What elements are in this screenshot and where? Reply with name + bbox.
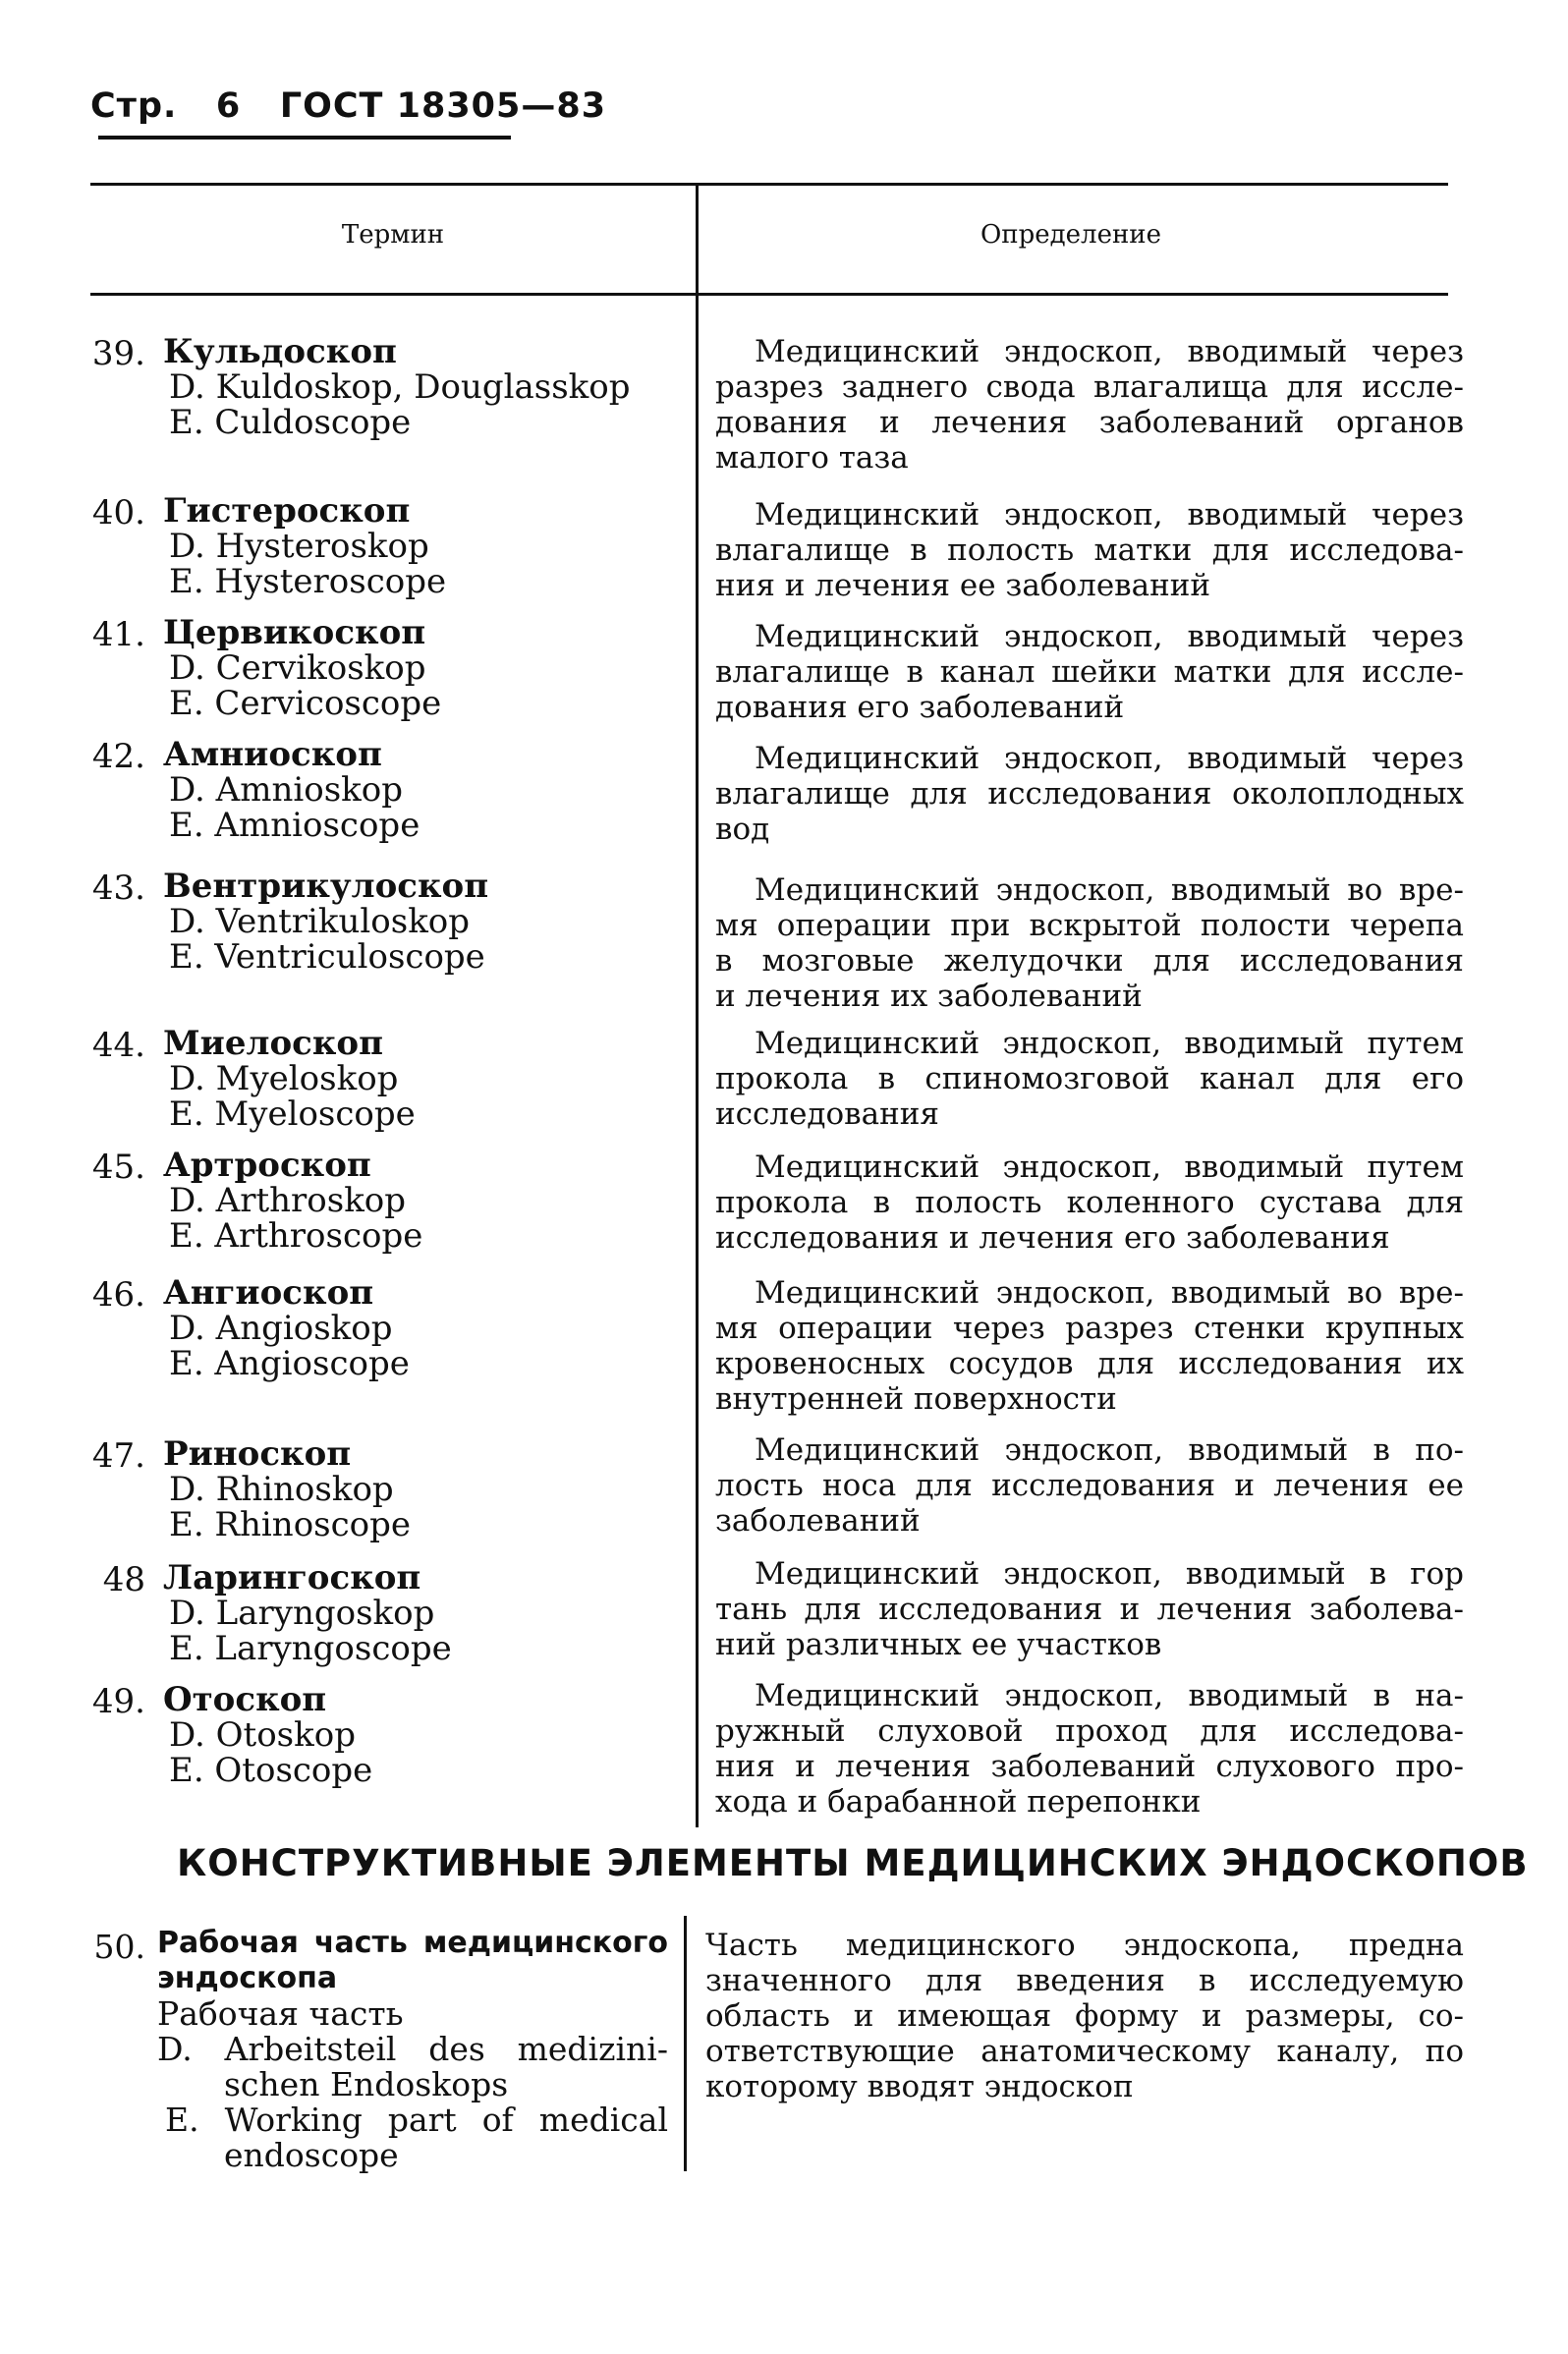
entry-term xyxy=(163,334,631,440)
term-en: E. Cervicoscope xyxy=(169,684,442,723)
definition-line: Медицинский эндоскоп, вводимый во вре- xyxy=(755,872,1464,908)
column-divider xyxy=(696,185,699,1827)
definition-line: Медицинский эндоскоп, вводимый в по- xyxy=(755,1432,1464,1468)
term-ru-line: эндоскопа xyxy=(157,1961,338,1995)
definition-line: Медицинский эндоскоп, вводимый через xyxy=(755,334,1464,369)
definition-line: тань для исследования и лечения заболева- xyxy=(715,1592,1464,1627)
entry-term xyxy=(163,1436,411,1542)
term-de: D. Ventrikuloskop xyxy=(169,902,471,941)
definition-line: ния и лечения ее заболеваний xyxy=(715,568,1211,603)
entry-definition xyxy=(715,872,1464,1014)
term-ru: Миелоскоп xyxy=(163,1024,383,1063)
entry-50-term xyxy=(157,1926,668,2173)
term-ru-line: Рабочая часть медицинского xyxy=(157,1926,668,1960)
definition-line: которому вводят эндоскоп xyxy=(705,2069,1134,2104)
term-en: E. Culdoscope xyxy=(169,403,412,442)
term-de: D. Myeloskop xyxy=(169,1059,399,1098)
definition-line: кровеносных сосудов для исследования их xyxy=(715,1346,1464,1381)
entry-term xyxy=(163,1682,372,1788)
entry-number: 42. xyxy=(91,737,145,776)
entry-definition xyxy=(715,1149,1464,1256)
entry-definition xyxy=(715,619,1464,725)
definition-line: Медицинский эндоскоп, вводимый путем xyxy=(755,1026,1464,1061)
definition-line: ния и лечения заболеваний слухового про- xyxy=(715,1749,1464,1784)
entry-number: 47. xyxy=(91,1436,145,1476)
definition-line: Часть медицинского эндоскопа, предна xyxy=(705,1928,1464,1963)
entry-term xyxy=(163,869,488,975)
entry-definition xyxy=(715,741,1464,847)
term-de: D. Otoskop xyxy=(169,1715,356,1755)
entry-number: 39. xyxy=(91,334,145,373)
term-en-line: endoscope xyxy=(224,2136,399,2174)
page-prefix: Стр. xyxy=(90,86,178,126)
definition-line: Медицинский эндоскоп, вводимый через xyxy=(755,619,1464,654)
entry-number: 40. xyxy=(91,493,145,532)
entry-definition xyxy=(715,1026,1464,1132)
term-ru: Вентрикулоскоп xyxy=(163,867,489,906)
definition-line: хода и барабанной перепонки xyxy=(715,1784,1202,1820)
entry-term xyxy=(163,1275,410,1381)
definition-line: разрез заднего свода влагалища для иссле- xyxy=(715,369,1464,405)
entry-50-definition xyxy=(705,1928,1464,2104)
entry-definition xyxy=(715,334,1464,476)
entry-definition xyxy=(715,497,1464,603)
term-de: D. Cervikoskop xyxy=(169,648,426,688)
definition-line: дования и лечения заболеваний органов xyxy=(715,405,1464,440)
definition-line: Медицинский эндоскоп, вводимый во вре- xyxy=(755,1275,1464,1311)
term-en: E. Hysteroscope xyxy=(169,562,447,601)
definition-line: Медицинский эндоскоп, вводимый через xyxy=(755,497,1464,532)
term-en: E. Angioscope xyxy=(169,1344,410,1383)
term-de: D. Kuldoskop, Douglasskop xyxy=(169,367,631,407)
definition-line: вод xyxy=(715,812,770,847)
definition-line: ружный слуховой проход для исследова- xyxy=(715,1713,1464,1749)
definition-line: исследования и лечения его заболевания xyxy=(715,1220,1390,1256)
entry-term xyxy=(163,1148,422,1254)
term-de-line: schen Endoskops xyxy=(224,2065,509,2103)
term-de: D. Arthroskop xyxy=(169,1181,407,1220)
table-head-rule xyxy=(90,293,1448,296)
entry-term xyxy=(163,615,441,721)
definition-line: в мозговые желудочки для исследования xyxy=(715,943,1464,979)
definition-line: мя операции через разрез стенки крупных xyxy=(715,1311,1464,1346)
definition-line: Медицинский эндоскоп, вводимый путем xyxy=(755,1149,1464,1185)
term-ru: Риноскоп xyxy=(163,1434,352,1474)
entry-number: 46. xyxy=(91,1275,145,1315)
entry-number: 41. xyxy=(91,615,145,654)
term-ru: Артроскоп xyxy=(163,1146,371,1185)
definition-line: прокола в спиномозговой канал для его xyxy=(715,1061,1464,1096)
section-title: КОНСТРУКТИВНЫЕ ЭЛЕМЕНТЫ МЕДИЦИНСКИХ ЭНДОСКОПОВ xyxy=(177,1842,1529,1884)
term-de: D. Rhinoskop xyxy=(169,1470,394,1509)
definition-line: Медицинский эндоскоп, вводимый в на- xyxy=(755,1678,1464,1713)
definition-line: влагалище в полость матки для исследова- xyxy=(715,532,1464,568)
definition-line: Медицинский эндоскоп, вводимый через xyxy=(755,741,1464,776)
entry-number: 43. xyxy=(91,869,145,908)
column-head-definition: Определение xyxy=(980,220,1162,250)
definition-line: малого таза xyxy=(715,440,909,476)
term-ru: Цервикоскоп xyxy=(163,613,426,652)
term-en: E. Amnioscope xyxy=(169,806,420,845)
definition-line: и лечения их заболеваний xyxy=(715,979,1143,1014)
entry-definition xyxy=(715,1275,1464,1417)
definition-line: заболеваний xyxy=(715,1503,921,1539)
term-synonym: Рабочая часть xyxy=(157,1994,404,2033)
entry-definition xyxy=(715,1556,1464,1662)
definition-line: влагалище в канал шейки матки для иссле- xyxy=(715,654,1464,690)
column-divider-2 xyxy=(684,1916,687,2171)
entry-definition xyxy=(715,1678,1464,1820)
header-text xyxy=(90,86,606,126)
standard-code: ГОСТ 18305—83 xyxy=(279,86,607,126)
header-underline xyxy=(98,136,511,140)
definition-line: мя операции при вскрытой полости черепа xyxy=(715,908,1464,943)
term-en: E. Ventriculoscope xyxy=(169,937,485,977)
definition-line: ответствующие анатомическому каналу, по xyxy=(705,2034,1464,2069)
page-number: 6 xyxy=(215,86,242,126)
definition-line: дования его заболеваний xyxy=(715,690,1125,725)
entry-number: 44. xyxy=(91,1026,145,1065)
term-en: E. Otoscope xyxy=(169,1751,373,1790)
term-ru: Ангиоскоп xyxy=(163,1273,374,1313)
definition-line: ний различных ее участков xyxy=(715,1627,1162,1662)
term-en: E. Laryngoscope xyxy=(169,1629,452,1668)
term-de-line: D. Arbeitsteil des medizini- xyxy=(157,2030,668,2068)
definition-line: влагалище для исследования околоплодных xyxy=(715,776,1464,812)
term-ru: Ларингоскоп xyxy=(163,1558,421,1597)
entry-term xyxy=(163,737,420,843)
entry-term xyxy=(163,493,446,599)
term-de: D. Angioskop xyxy=(169,1309,393,1348)
term-de: D. Hysteroskop xyxy=(169,527,429,566)
table-top-rule xyxy=(90,183,1448,186)
term-ru: Гистероскоп xyxy=(163,491,411,531)
definition-line: исследования xyxy=(715,1096,939,1132)
term-de: D. Laryngoskop xyxy=(169,1594,435,1633)
definition-line: значенного для введения в исследуемую xyxy=(705,1963,1464,1998)
definition-line: Медицинский эндоскоп, вводимый в гор xyxy=(755,1556,1464,1592)
entry-number: 48 xyxy=(102,1560,145,1599)
entry-definition xyxy=(715,1432,1464,1539)
column-head-term: Термин xyxy=(341,220,445,250)
term-ru: Кульдоскоп xyxy=(163,332,397,371)
entry-term xyxy=(163,1026,416,1132)
term-ru: Отоскоп xyxy=(163,1680,327,1719)
definition-line: лость носа для исследования и лечения ее xyxy=(715,1468,1464,1503)
entry-number: 49. xyxy=(91,1682,145,1721)
term-en: E. Arthroscope xyxy=(169,1216,423,1256)
term-en-line: E. Working part of medical xyxy=(165,2101,668,2139)
term-en: E. Myeloscope xyxy=(169,1094,416,1134)
definition-line: внутренней поверхности xyxy=(715,1381,1117,1417)
entry-number: 45. xyxy=(91,1148,145,1187)
definition-line: область и имеющая форму и размеры, со- xyxy=(705,1998,1464,2034)
term-ru: Амниоскоп xyxy=(163,735,382,774)
term-en: E. Rhinoscope xyxy=(169,1505,412,1544)
term-de: D. Amnioskop xyxy=(169,770,403,810)
definition-line: прокола в полость коленного сустава для xyxy=(715,1185,1464,1220)
entry-term xyxy=(163,1560,452,1666)
entry-number: 50. xyxy=(93,1928,145,1966)
